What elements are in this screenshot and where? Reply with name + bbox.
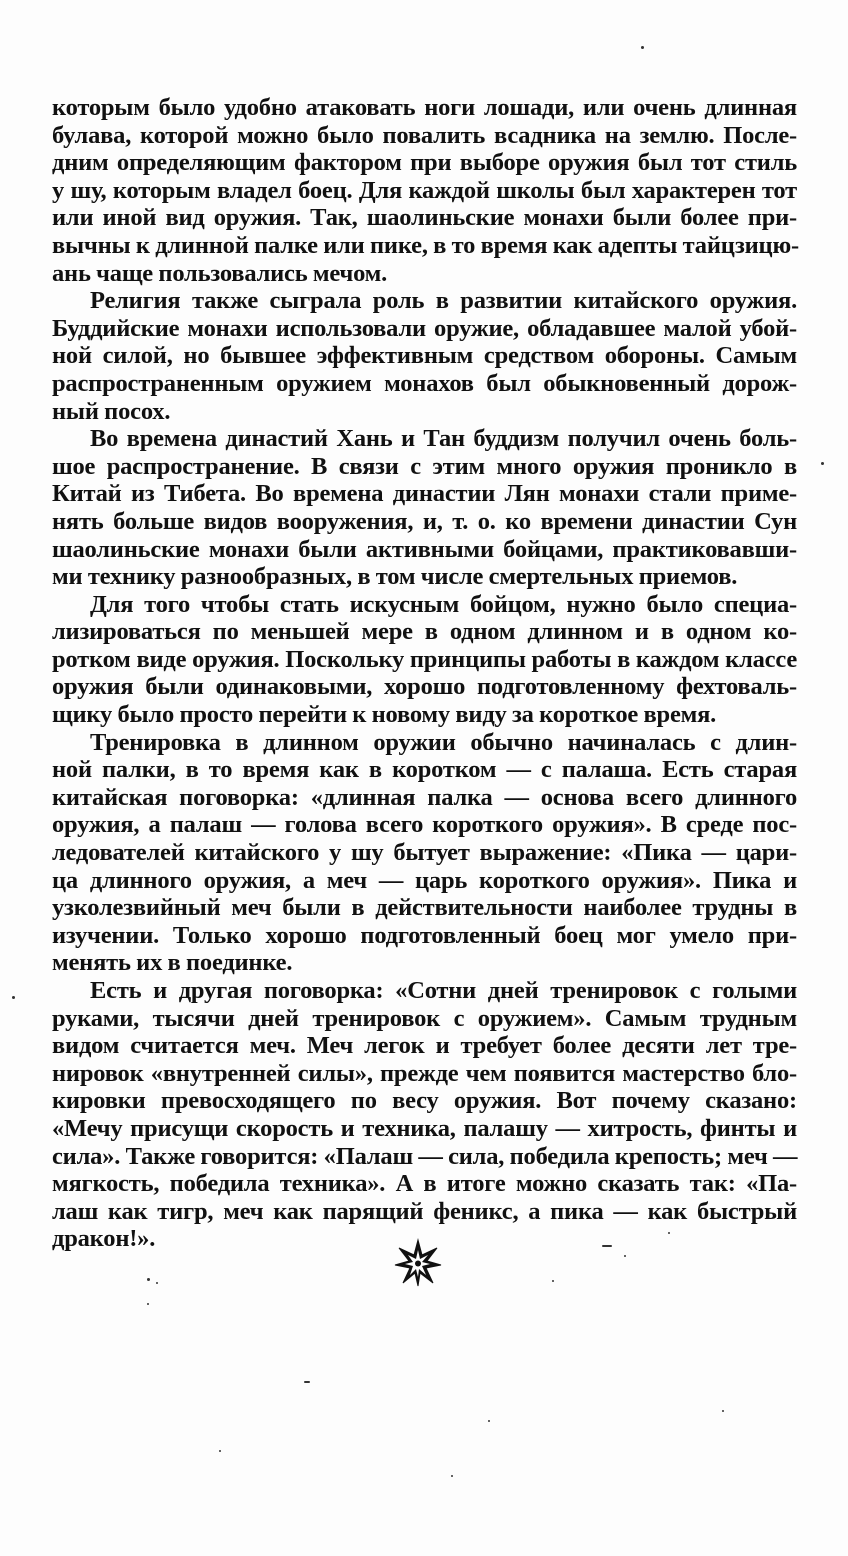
text-line: шаолиньские монахи были активными бойцами, практиковавши- <box>52 535 797 563</box>
print-speck <box>668 1232 670 1234</box>
print-speck <box>488 1420 490 1422</box>
text-line: лизироваться по меньшей мере в одном длинном и в одном ко- <box>52 618 797 646</box>
text-line: ной силой, но бывшее эффективным средством обороны. Самым <box>52 342 797 370</box>
text-line: нять больше видов вооружения, и, т. о. ко времени династии Сун <box>52 507 797 535</box>
text-line: китайская поговорка: «длинная палка — основа всего длинного <box>52 783 797 811</box>
text-line: ми технику разнообразных, в том числе смертельных приемов. <box>52 563 738 591</box>
text-line: менять их в поединке. <box>52 949 293 977</box>
text-line: ротком виде оружия. Поскольку принципы работы в каждом классе <box>52 645 797 673</box>
print-speck <box>219 1450 221 1452</box>
text-line: «Мечу присущи скорость и техника, палашу — хитрость, финты и <box>52 1114 797 1142</box>
text-line: дним определяющим фактором при выборе оружия был тот стиль <box>52 149 797 177</box>
text-line: Есть и другая поговорка: «Сотни дней тренировок с голыми <box>90 977 797 1004</box>
eight-pointed-star-icon <box>393 1238 443 1288</box>
print-speck <box>722 1410 724 1412</box>
print-speck <box>147 1303 149 1305</box>
print-speck <box>624 1255 626 1257</box>
text-line: сила». Также говорится: «Палаш — сила, победила крепость; меч — <box>52 1142 798 1170</box>
text-line: щику было просто перейти к новому виду за короткое время. <box>52 701 717 729</box>
text-line: ный посох. <box>52 397 171 425</box>
print-speck <box>451 1475 453 1477</box>
text-line: лаш как тигр, меч как парящий феникс, а пика — как быстрый <box>52 1197 797 1225</box>
text-line: мягкость, победила техника». А в итоге можно сказать так: «Па- <box>52 1170 797 1198</box>
text-line: изучении. Только хорошо подготовленный боец мог умело при- <box>52 921 797 949</box>
text-line: оружия были одинаковыми, хорошо подготовленному фехтоваль- <box>52 673 797 701</box>
print-speck <box>147 1278 150 1281</box>
print-speck <box>156 1282 158 1284</box>
text-line: узколезвийный меч были в действительности наиболее трудны в <box>52 894 797 922</box>
print-speck <box>641 46 644 49</box>
text-line: ной палки, в то время как в коротком — с палаша. Есть старая <box>52 756 797 784</box>
text-line: кировки превосходящего по весу оружия. Вот почему сказано: <box>52 1087 797 1115</box>
print-speck <box>602 1245 612 1247</box>
print-speck <box>12 996 15 999</box>
text-line: у шу, которым владел боец. Для каждой школы был характерен тот <box>52 176 797 204</box>
text-line: Буддийские монахи использовали оружие, обладавшее малой убой- <box>52 314 797 342</box>
text-line: булава, которой можно было повалить всадника на землю. После- <box>52 121 797 149</box>
text-line: ань чаще пользовались мечом. <box>52 259 388 287</box>
text-line: которым было удобно атаковать ноги лошади, или очень длинная <box>52 94 797 121</box>
text-line: нировок «внутренней силы», прежде чем появится мастерство бло- <box>52 1059 797 1087</box>
text-line: Для того чтобы стать искусным бойцом, нужно было специа- <box>90 590 797 618</box>
text-line: Религия также сыграла роль в развитии китайского оружия. <box>90 287 797 315</box>
text-line: видом считается меч. Меч легок и требует более десяти лет тре- <box>52 1032 797 1060</box>
print-speck <box>552 1280 554 1282</box>
print-speck <box>821 462 824 465</box>
text-line: ца длинного оружия, а меч — царь короткого оружия». Пика и <box>52 866 797 894</box>
text-line: или иной вид оружия. Так, шаолиньские монахи были более при- <box>52 204 797 232</box>
text-line: руками, тысячи дней тренировок с оружием». Самым трудным <box>52 1004 797 1032</box>
print-speck <box>304 1381 310 1383</box>
body-text <box>52 94 797 1253</box>
text-line: Во времена династий Хань и Тан буддизм получил очень боль- <box>90 425 797 453</box>
text-line: распространенным оружием монахов был обыкновенный дорож- <box>52 369 797 397</box>
text-line: Тренировка в длинном оружии обычно начиналась с длин- <box>90 728 797 756</box>
text-line: вычны к длинной палке или пике, в то время как адепты тайцзицю- <box>52 231 799 259</box>
text-line: оружия, а палаш — голова всего короткого оружия». В среде пос- <box>52 811 797 839</box>
text-line: ледователей китайского у шу бытует выражение: «Пика — цари- <box>52 839 797 867</box>
text-line: дракон!». <box>52 1225 156 1253</box>
text-line: шое распространение. В связи с этим много оружия проникло в <box>52 452 797 480</box>
text-line: Китай из Тибета. Во времена династии Лян монахи стали приме- <box>52 480 797 508</box>
